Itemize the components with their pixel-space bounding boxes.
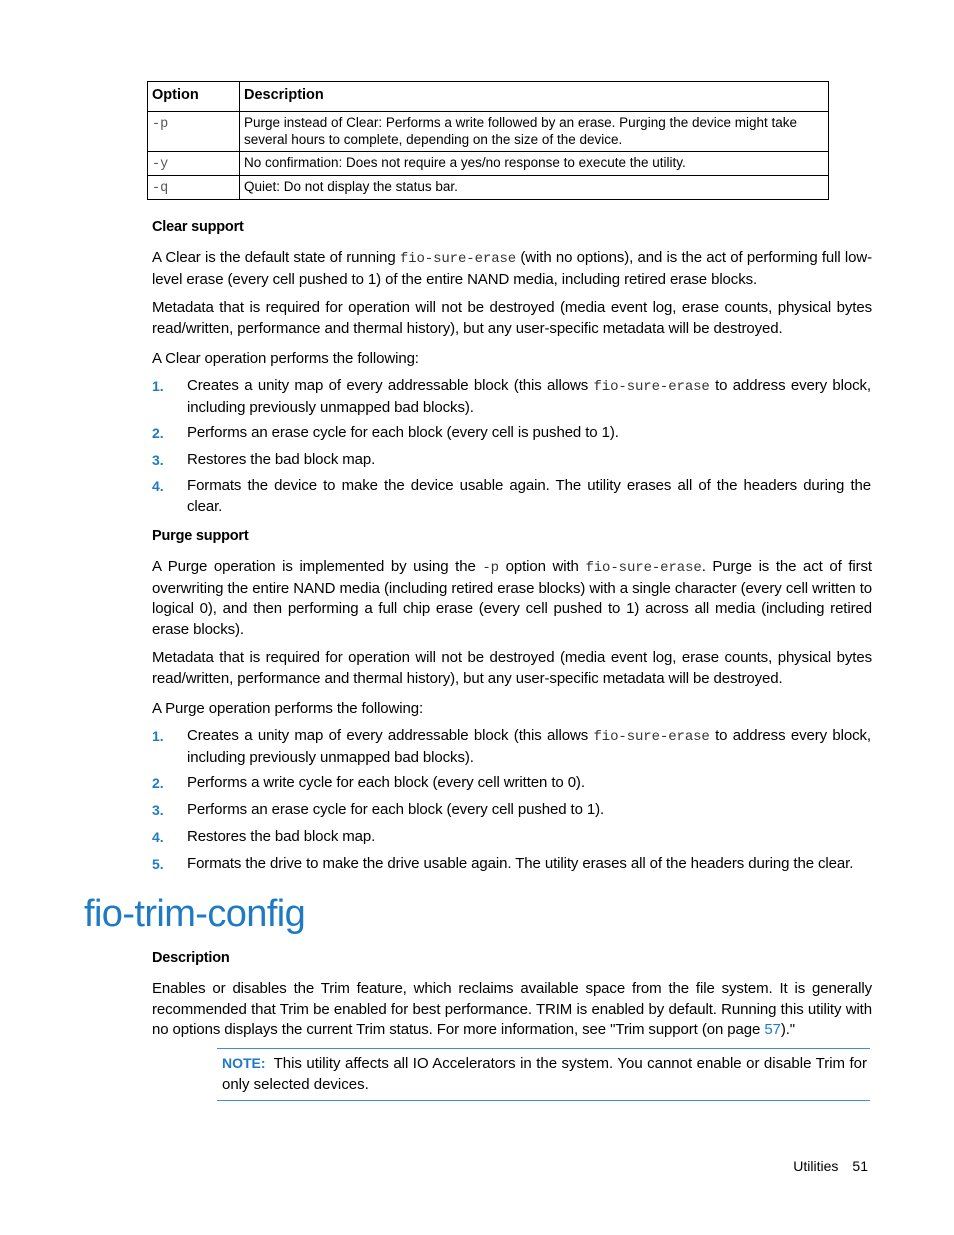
list-text: Restores the bad block map. <box>187 828 376 845</box>
table-row <box>148 112 829 152</box>
table-row <box>148 152 829 176</box>
option-code: -y <box>152 157 169 172</box>
list-number: 4. <box>152 478 164 494</box>
list-number: 5. <box>152 856 164 872</box>
text-run: option with <box>498 558 586 575</box>
options-table <box>147 81 829 200</box>
description-cell: Quiet: Do not display the status bar. <box>240 176 829 200</box>
text-run: Creates a unity map of every addressable block (this allows <box>187 377 594 394</box>
note-box <box>217 1048 870 1101</box>
option-cell <box>148 152 240 176</box>
header-option: Option <box>148 82 240 112</box>
text-run: )." <box>780 1021 795 1039</box>
note-text: This utility affects all IO Accelerators in the system. You cannot enable or disable Trim for only selected devices. <box>222 1055 867 1093</box>
list-number: 3. <box>152 802 164 818</box>
list-number: 1. <box>152 728 164 744</box>
text-run: Enables or disables the Trim feature, which reclaims available space from the file system. It is generally recommended that Trim be enabled for best performance. TRIM is enabled by default. Running this utility with no options displays the current Trim status. For more information, see "Trim support (on page <box>152 980 872 1039</box>
page-link[interactable]: 57 <box>764 1021 781 1039</box>
text-run: Creates a unity map of every addressable block (this allows <box>187 727 594 744</box>
text-run: to address every block, including previously unmapped bad blocks). <box>187 727 871 766</box>
option-code: -p <box>152 117 169 132</box>
text-run: A Purge operation is implemented by using the <box>152 558 483 575</box>
clear-paragraph-1 <box>152 248 872 290</box>
note-label: NOTE: <box>222 1055 266 1071</box>
list-text <box>187 726 871 768</box>
list-text <box>187 376 871 418</box>
list-text: Performs a write cycle for each block (every cell written to 0). <box>187 774 585 791</box>
inline-code: fio-sure-erase <box>593 379 710 395</box>
description-cell: No confirmation: Does not require a yes/no response to execute the utility. <box>240 152 829 176</box>
list-text: Formats the device to make the device usable again. The utility erases all of the headers during the clear. <box>187 477 871 515</box>
description-heading: Description <box>152 950 230 966</box>
list-number: 4. <box>152 829 164 845</box>
text-run: to address every block, including previously unmapped bad blocks). <box>187 377 871 416</box>
inline-code: fio-sure-erase <box>399 251 517 267</box>
table-header-row <box>148 82 829 112</box>
clear-paragraph-3: A Clear operation performs the following: <box>152 350 419 367</box>
list-text: Restores the bad block map. <box>187 451 376 468</box>
inline-code: fio-sure-erase <box>585 560 702 576</box>
option-cell <box>148 176 240 200</box>
footer-section: Utilities <box>793 1158 839 1174</box>
trim-paragraph <box>152 979 872 1041</box>
list-text: Performs an erase cycle for each block (every cell is pushed to 1). <box>187 424 619 441</box>
text-run: (with no options), and is the act of performing full low-level erase (every cell pushed to 1) of the entire NAND media, including retired erase blocks. <box>152 249 872 288</box>
text-run: A Clear is the default state of running <box>152 249 400 266</box>
inline-code: fio-sure-erase <box>593 729 710 745</box>
purge-paragraph-3: A Purge operation performs the following: <box>152 700 424 717</box>
clear-paragraph-2: Metadata that is required for operation will not be destroyed (media event log, erase counts, physical bytes read/written, performance and thermal history), but any user-specific metadata will be destroyed. <box>152 299 872 337</box>
inline-code: -p <box>482 560 499 576</box>
purge-support-heading: Purge support <box>152 528 249 544</box>
header-description: Description <box>240 82 829 112</box>
page-number: 51 <box>852 1158 868 1174</box>
table-row <box>148 176 829 200</box>
description-cell: Purge instead of Clear: Performs a write followed by an erase. Purging the device might take several hours to complete, depending on the size of the device. <box>240 112 829 152</box>
page-footer <box>793 1158 868 1174</box>
section-title: fio-trim-config <box>84 893 306 935</box>
text-run: . Purge is the act of first overwriting the entire NAND media (including retired erase blocks) with a single character (every cell written to logical 0), and then performing a full chip erase (every cell pushed to 1) across all media (including retired erase blocks). <box>152 558 873 638</box>
clear-support-heading: Clear support <box>152 219 244 235</box>
list-number: 2. <box>152 775 164 791</box>
option-code: -q <box>152 181 169 196</box>
purge-paragraph-1 <box>152 557 872 640</box>
option-cell <box>148 112 240 152</box>
purge-paragraph-2: Metadata that is required for operation will not be destroyed (media event log, erase counts, physical bytes read/written, performance and thermal history), but any user-specific metadata will be destroyed. <box>152 649 872 687</box>
list-text: Performs an erase cycle for each block (every cell pushed to 1). <box>187 801 605 818</box>
list-number: 2. <box>152 425 164 441</box>
list-text: Formats the drive to make the drive usable again. The utility erases all of the headers during the clear. <box>187 855 854 872</box>
list-number: 3. <box>152 452 164 468</box>
list-number: 1. <box>152 378 164 394</box>
note-body <box>222 1053 867 1095</box>
